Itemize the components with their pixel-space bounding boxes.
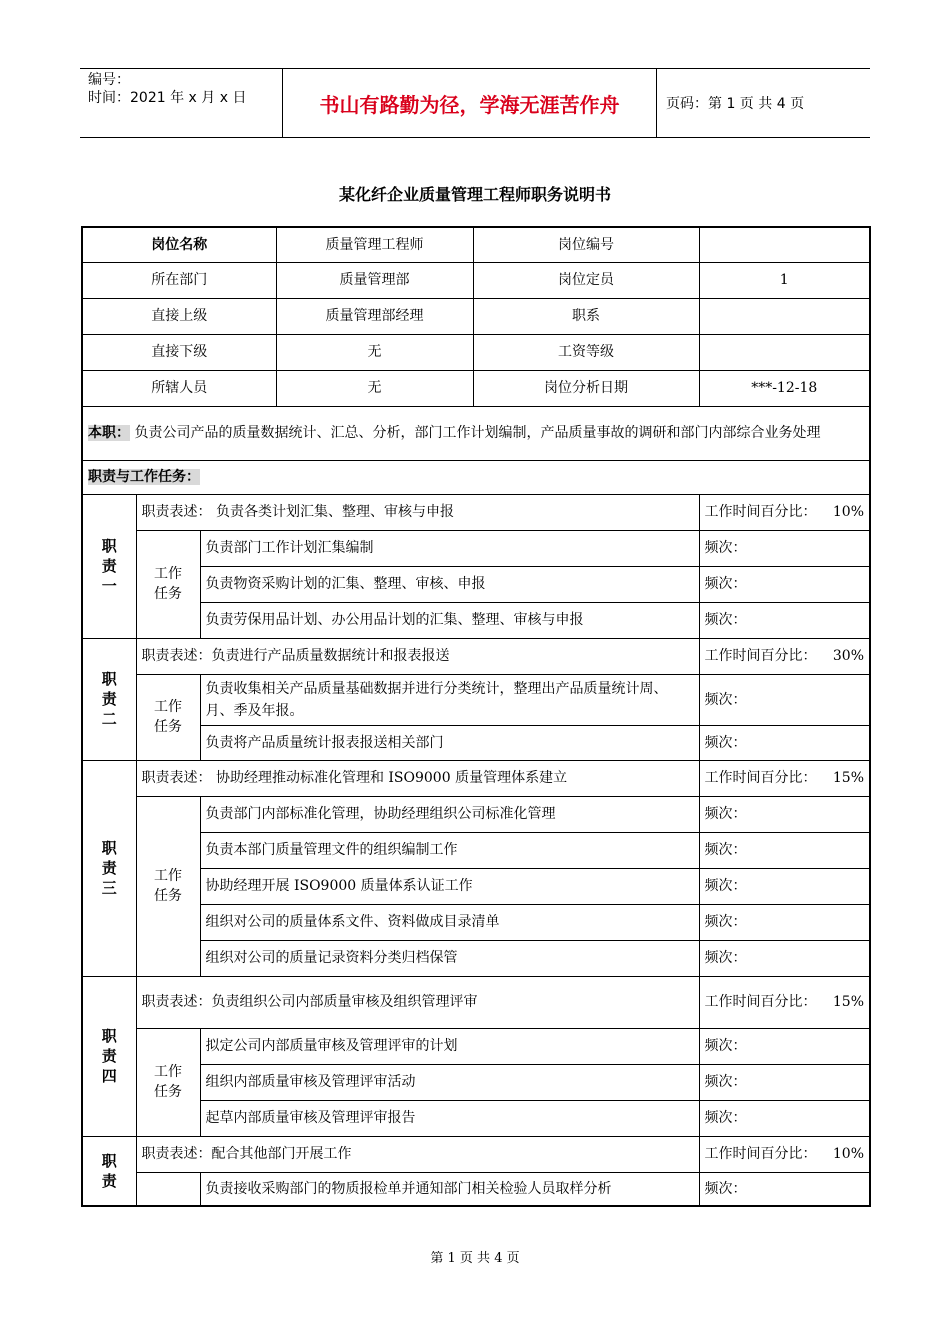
task-label: 工作 任务 xyxy=(136,530,200,638)
info-value: 1 xyxy=(699,262,870,298)
info-value: 质量管理部经理 xyxy=(276,298,473,334)
duty-desc: 职责表述： 负责各类计划汇集、整理、审核与申报 xyxy=(136,494,699,530)
duty-desc: 职责表述：配合其他部门开展工作 xyxy=(136,1136,699,1172)
info-row xyxy=(82,298,870,334)
pct-label: 工作时间百分比： xyxy=(704,994,817,1010)
duties-heading: 职责与工作任务： xyxy=(88,469,200,485)
duty-desc: 职责表述：负责进行产品质量数据统计和报表报送 xyxy=(136,638,699,674)
info-row xyxy=(82,334,870,370)
duties-heading-cell xyxy=(82,460,870,494)
duty-label: 职 责 二 xyxy=(82,638,136,760)
info-key: 直接下级 xyxy=(82,334,276,370)
task-label: 工作 任务 xyxy=(136,796,200,976)
freq-cell: 频次： xyxy=(699,1028,870,1064)
task-row xyxy=(82,868,870,904)
header-meta xyxy=(80,69,283,137)
date-label: 时间：2021 年 x 月 x 日 xyxy=(88,90,247,106)
task-text: 负责部门工作计划汇集编制 xyxy=(200,530,699,566)
task-text: 负责本部门质量管理文件的组织编制工作 xyxy=(200,832,699,868)
freq-cell: 频次： xyxy=(699,940,870,976)
summary-label: 本职： xyxy=(88,425,130,441)
task-row xyxy=(82,1172,870,1206)
duty-desc-row xyxy=(82,760,870,796)
info-value: 无 xyxy=(276,334,473,370)
task-row xyxy=(82,940,870,976)
pct-value: 30% xyxy=(832,648,864,664)
task-text: 组织对公司的质量记录资料分类归档保管 xyxy=(200,940,699,976)
task-row xyxy=(82,796,870,832)
info-value: ***-12-18 xyxy=(699,370,870,406)
task-text: 协助经理开展 ISO9000 质量体系认证工作 xyxy=(200,868,699,904)
task-row xyxy=(82,1064,870,1100)
task-text: 组织对公司的质量体系文件、资料做成目录清单 xyxy=(200,904,699,940)
info-key: 岗位编号 xyxy=(473,227,699,262)
page-header xyxy=(80,68,870,138)
pct-value: 15% xyxy=(832,994,864,1010)
task-row xyxy=(82,674,870,725)
pct-value: 10% xyxy=(832,1146,864,1162)
info-key: 岗位定员 xyxy=(473,262,699,298)
info-value xyxy=(699,334,870,370)
task-row xyxy=(82,530,870,566)
duties-heading-row xyxy=(82,460,870,494)
task-text: 拟定公司内部质量审核及管理评审的计划 xyxy=(200,1028,699,1064)
freq-cell: 频次： xyxy=(699,530,870,566)
info-key: 岗位名称 xyxy=(82,227,276,262)
info-key: 所在部门 xyxy=(82,262,276,298)
duty-pct-cell xyxy=(699,1136,870,1172)
info-value xyxy=(699,227,870,262)
info-row xyxy=(82,262,870,298)
pct-value: 15% xyxy=(832,770,864,786)
info-key: 岗位分析日期 xyxy=(473,370,699,406)
task-text: 负责接收采购部门的物质报检单并通知部门相关检验人员取样分析 xyxy=(200,1172,699,1206)
duty-desc-row xyxy=(82,638,870,674)
summary-text: 负责公司产品的质量数据统计、汇总、分析，部门工作计划编制，产品质量事故的调研和部门内部综合业务处理 xyxy=(130,425,821,441)
task-label: 工作 任务 xyxy=(136,674,200,760)
info-row xyxy=(82,227,870,262)
number-label: 编号： xyxy=(88,72,130,88)
freq-cell: 频次： xyxy=(699,1064,870,1100)
info-key: 直接上级 xyxy=(82,298,276,334)
task-text: 负责将产品质量统计报表报送相关部门 xyxy=(200,725,699,760)
document-title: 某化纤企业质量管理工程师职务说明书 xyxy=(338,185,611,204)
task-text: 组织内部质量审核及管理评审活动 xyxy=(200,1064,699,1100)
freq-cell: 频次： xyxy=(699,832,870,868)
task-row xyxy=(82,832,870,868)
pct-label: 工作时间百分比： xyxy=(704,1146,817,1162)
motto: 书山有路勤为径，学海无涯苦作舟 xyxy=(283,69,657,137)
task-row xyxy=(82,566,870,602)
page-footer: 第 1 页 共 4 页 xyxy=(430,1251,520,1266)
duty-pct-cell xyxy=(699,638,870,674)
info-row xyxy=(82,370,870,406)
duty-desc-row xyxy=(82,1136,870,1172)
summary-cell xyxy=(82,406,870,460)
task-text: 负责收集相关产品质量基础数据并进行分类统计，整理出产品质量统计周、月、季及年报。 xyxy=(200,674,699,725)
info-key: 所辖人员 xyxy=(82,370,276,406)
duty-label: 职 责 三 xyxy=(82,760,136,976)
duty-pct-cell xyxy=(699,976,870,1028)
freq-cell: 频次： xyxy=(699,602,870,638)
duty-label: 职 责 一 xyxy=(82,494,136,638)
duty-desc-row xyxy=(82,976,870,1028)
info-value: 质量管理部 xyxy=(276,262,473,298)
freq-cell: 频次： xyxy=(699,1172,870,1206)
task-text: 负责物资采购计划的汇集、整理、审核、申报 xyxy=(200,566,699,602)
task-row xyxy=(82,725,870,760)
info-key: 职系 xyxy=(473,298,699,334)
duty-label: 职 责 四 xyxy=(82,976,136,1136)
duty-desc-row xyxy=(82,494,870,530)
freq-cell: 频次： xyxy=(699,566,870,602)
task-row xyxy=(82,1100,870,1136)
freq-cell: 频次： xyxy=(699,725,870,760)
freq-cell: 频次： xyxy=(699,868,870,904)
job-description-table xyxy=(81,226,871,1207)
freq-cell: 频次： xyxy=(699,1100,870,1136)
page-info: 页码：第 1 页 共 4 页 xyxy=(666,96,805,112)
task-label-empty xyxy=(136,1172,200,1206)
info-value: 质量管理工程师 xyxy=(276,227,473,262)
pct-value: 10% xyxy=(832,504,864,520)
task-row xyxy=(82,1028,870,1064)
task-row xyxy=(82,602,870,638)
task-text: 负责劳保用品计划、办公用品计划的汇集、整理、审核与申报 xyxy=(200,602,699,638)
pct-label: 工作时间百分比： xyxy=(704,504,817,520)
freq-cell: 频次： xyxy=(699,796,870,832)
task-text: 起草内部质量审核及管理评审报告 xyxy=(200,1100,699,1136)
info-key: 工资等级 xyxy=(473,334,699,370)
pct-label: 工作时间百分比： xyxy=(704,648,817,664)
duty-desc: 职责表述：负责组织公司内部质量审核及组织管理评审 xyxy=(136,976,699,1028)
duty-label: 职 责 xyxy=(82,1136,136,1206)
task-label: 工作 任务 xyxy=(136,1028,200,1136)
duty-desc: 职责表述： 协助经理推动标准化管理和 ISO9000 质量管理体系建立 xyxy=(136,760,699,796)
duty-pct-cell xyxy=(699,494,870,530)
task-text: 负责部门内部标准化管理，协助经理组织公司标准化管理 xyxy=(200,796,699,832)
freq-cell: 频次： xyxy=(699,674,870,725)
summary-row xyxy=(82,406,870,460)
task-row xyxy=(82,904,870,940)
pct-label: 工作时间百分比： xyxy=(704,770,817,786)
info-value: 无 xyxy=(276,370,473,406)
info-value xyxy=(699,298,870,334)
duty-pct-cell xyxy=(699,760,870,796)
freq-cell: 频次： xyxy=(699,904,870,940)
